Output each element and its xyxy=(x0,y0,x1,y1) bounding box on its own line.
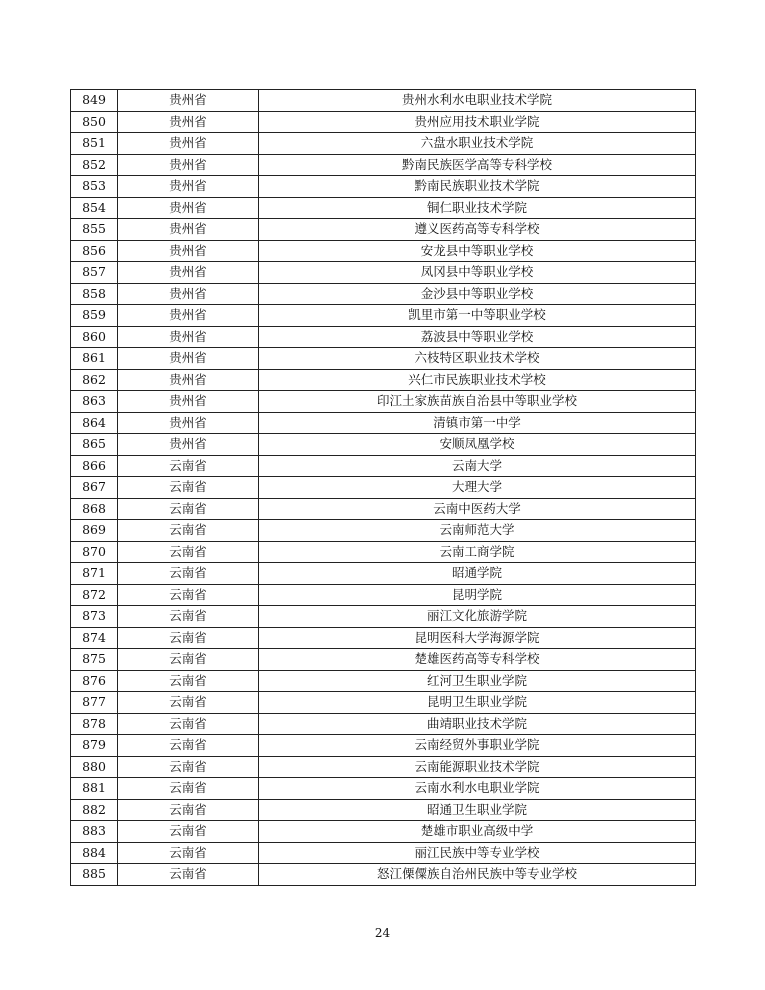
school-name-cell: 六盘水职业技术学院 xyxy=(259,133,696,155)
school-name-cell: 昆明医科大学海源学院 xyxy=(259,627,696,649)
school-name-cell: 昭通卫生职业学院 xyxy=(259,799,696,821)
table-row xyxy=(71,154,696,176)
row-number-cell: 864 xyxy=(71,412,118,434)
province-cell: 云南省 xyxy=(118,541,259,563)
school-name-cell: 丽江文化旅游学院 xyxy=(259,606,696,628)
row-number-cell: 877 xyxy=(71,692,118,714)
row-number-cell: 853 xyxy=(71,176,118,198)
province-cell: 云南省 xyxy=(118,821,259,843)
row-number-cell: 870 xyxy=(71,541,118,563)
province-cell: 贵州省 xyxy=(118,412,259,434)
province-cell: 贵州省 xyxy=(118,219,259,241)
province-cell: 云南省 xyxy=(118,756,259,778)
province-cell: 云南省 xyxy=(118,584,259,606)
province-cell: 云南省 xyxy=(118,713,259,735)
province-cell: 云南省 xyxy=(118,799,259,821)
province-cell: 贵州省 xyxy=(118,90,259,112)
row-number-cell: 885 xyxy=(71,864,118,886)
school-name-cell: 六枝特区职业技术学校 xyxy=(259,348,696,370)
table-row xyxy=(71,498,696,520)
row-number-cell: 869 xyxy=(71,520,118,542)
province-cell: 贵州省 xyxy=(118,240,259,262)
row-number-cell: 858 xyxy=(71,283,118,305)
province-cell: 贵州省 xyxy=(118,133,259,155)
table-row xyxy=(71,821,696,843)
row-number-cell: 856 xyxy=(71,240,118,262)
school-name-cell: 金沙县中等职业学校 xyxy=(259,283,696,305)
school-name-cell: 云南经贸外事职业学院 xyxy=(259,735,696,757)
province-cell: 贵州省 xyxy=(118,197,259,219)
province-cell: 云南省 xyxy=(118,627,259,649)
school-name-cell: 黔南民族职业技术学院 xyxy=(259,176,696,198)
table-row xyxy=(71,262,696,284)
table-row xyxy=(71,176,696,198)
school-name-cell: 昆明学院 xyxy=(259,584,696,606)
table-row xyxy=(71,455,696,477)
province-cell: 贵州省 xyxy=(118,391,259,413)
province-cell: 贵州省 xyxy=(118,283,259,305)
row-number-cell: 872 xyxy=(71,584,118,606)
province-cell: 贵州省 xyxy=(118,111,259,133)
page-number: 24 xyxy=(374,926,391,940)
school-name-cell: 贵州水利水电职业技术学院 xyxy=(259,90,696,112)
table-row xyxy=(71,326,696,348)
province-cell: 贵州省 xyxy=(118,434,259,456)
table-row xyxy=(71,520,696,542)
table-row xyxy=(71,111,696,133)
province-cell: 云南省 xyxy=(118,864,259,886)
school-name-cell: 安顺凤凰学校 xyxy=(259,434,696,456)
school-name-cell: 遵义医药高等专科学校 xyxy=(259,219,696,241)
province-cell: 贵州省 xyxy=(118,176,259,198)
province-cell: 贵州省 xyxy=(118,305,259,327)
row-number-cell: 855 xyxy=(71,219,118,241)
row-number-cell: 854 xyxy=(71,197,118,219)
table-row xyxy=(71,842,696,864)
province-cell: 贵州省 xyxy=(118,348,259,370)
table-body xyxy=(71,90,696,886)
province-cell: 贵州省 xyxy=(118,262,259,284)
school-name-cell: 云南中医药大学 xyxy=(259,498,696,520)
row-number-cell: 859 xyxy=(71,305,118,327)
table-row xyxy=(71,283,696,305)
province-cell: 云南省 xyxy=(118,692,259,714)
row-number-cell: 867 xyxy=(71,477,118,499)
table-row xyxy=(71,477,696,499)
school-name-cell: 云南大学 xyxy=(259,455,696,477)
table-row xyxy=(71,670,696,692)
row-number-cell: 882 xyxy=(71,799,118,821)
table-row xyxy=(71,627,696,649)
row-number-cell: 865 xyxy=(71,434,118,456)
table-row xyxy=(71,348,696,370)
school-name-cell: 荔波县中等职业学校 xyxy=(259,326,696,348)
table-row xyxy=(71,713,696,735)
row-number-cell: 850 xyxy=(71,111,118,133)
province-cell: 云南省 xyxy=(118,606,259,628)
school-name-cell: 昭通学院 xyxy=(259,563,696,585)
row-number-cell: 880 xyxy=(71,756,118,778)
table-row xyxy=(71,305,696,327)
row-number-cell: 857 xyxy=(71,262,118,284)
row-number-cell: 874 xyxy=(71,627,118,649)
school-name-cell: 昆明卫生职业学院 xyxy=(259,692,696,714)
school-name-cell: 云南师范大学 xyxy=(259,520,696,542)
province-cell: 云南省 xyxy=(118,520,259,542)
province-cell: 云南省 xyxy=(118,778,259,800)
school-name-cell: 安龙县中等职业学校 xyxy=(259,240,696,262)
row-number-cell: 851 xyxy=(71,133,118,155)
school-list-table xyxy=(70,89,696,886)
school-name-cell: 红河卫生职业学院 xyxy=(259,670,696,692)
row-number-cell: 866 xyxy=(71,455,118,477)
table-row xyxy=(71,756,696,778)
school-name-cell: 怒江傈僳族自治州民族中等专业学校 xyxy=(259,864,696,886)
table-row xyxy=(71,434,696,456)
row-number-cell: 875 xyxy=(71,649,118,671)
school-name-cell: 大理大学 xyxy=(259,477,696,499)
province-cell: 贵州省 xyxy=(118,154,259,176)
table-row xyxy=(71,606,696,628)
school-name-cell: 铜仁职业技术学院 xyxy=(259,197,696,219)
table-row xyxy=(71,541,696,563)
row-number-cell: 883 xyxy=(71,821,118,843)
table-row xyxy=(71,133,696,155)
school-name-cell: 凤冈县中等职业学校 xyxy=(259,262,696,284)
school-name-cell: 云南能源职业技术学院 xyxy=(259,756,696,778)
province-cell: 云南省 xyxy=(118,735,259,757)
table-row xyxy=(71,864,696,886)
school-name-cell: 丽江民族中等专业学校 xyxy=(259,842,696,864)
row-number-cell: 863 xyxy=(71,391,118,413)
row-number-cell: 852 xyxy=(71,154,118,176)
table-row xyxy=(71,369,696,391)
row-number-cell: 871 xyxy=(71,563,118,585)
row-number-cell: 868 xyxy=(71,498,118,520)
province-cell: 云南省 xyxy=(118,842,259,864)
table-row xyxy=(71,391,696,413)
row-number-cell: 884 xyxy=(71,842,118,864)
row-number-cell: 876 xyxy=(71,670,118,692)
table-row xyxy=(71,778,696,800)
province-cell: 云南省 xyxy=(118,649,259,671)
school-name-cell: 凯里市第一中等职业学校 xyxy=(259,305,696,327)
school-name-cell: 清镇市第一中学 xyxy=(259,412,696,434)
table-row xyxy=(71,584,696,606)
school-name-cell: 贵州应用技术职业学院 xyxy=(259,111,696,133)
table-row xyxy=(71,197,696,219)
province-cell: 云南省 xyxy=(118,563,259,585)
row-number-cell: 873 xyxy=(71,606,118,628)
province-cell: 贵州省 xyxy=(118,326,259,348)
school-name-cell: 印江土家族苗族自治县中等职业学校 xyxy=(259,391,696,413)
school-name-cell: 黔南民族医学高等专科学校 xyxy=(259,154,696,176)
province-cell: 云南省 xyxy=(118,670,259,692)
school-name-cell: 楚雄市职业高级中学 xyxy=(259,821,696,843)
row-number-cell: 849 xyxy=(71,90,118,112)
school-name-cell: 楚雄医药高等专科学校 xyxy=(259,649,696,671)
table-row xyxy=(71,563,696,585)
school-name-cell: 曲靖职业技术学院 xyxy=(259,713,696,735)
table-row xyxy=(71,90,696,112)
province-cell: 云南省 xyxy=(118,455,259,477)
row-number-cell: 879 xyxy=(71,735,118,757)
province-cell: 云南省 xyxy=(118,498,259,520)
table-row xyxy=(71,412,696,434)
province-cell: 贵州省 xyxy=(118,369,259,391)
school-name-cell: 云南水利水电职业学院 xyxy=(259,778,696,800)
province-cell: 云南省 xyxy=(118,477,259,499)
school-name-cell: 兴仁市民族职业技术学校 xyxy=(259,369,696,391)
table-row xyxy=(71,692,696,714)
row-number-cell: 881 xyxy=(71,778,118,800)
row-number-cell: 878 xyxy=(71,713,118,735)
row-number-cell: 862 xyxy=(71,369,118,391)
table-row xyxy=(71,735,696,757)
table-row xyxy=(71,240,696,262)
table-row xyxy=(71,649,696,671)
table-row xyxy=(71,219,696,241)
table-row xyxy=(71,799,696,821)
row-number-cell: 860 xyxy=(71,326,118,348)
row-number-cell: 861 xyxy=(71,348,118,370)
school-name-cell: 云南工商学院 xyxy=(259,541,696,563)
